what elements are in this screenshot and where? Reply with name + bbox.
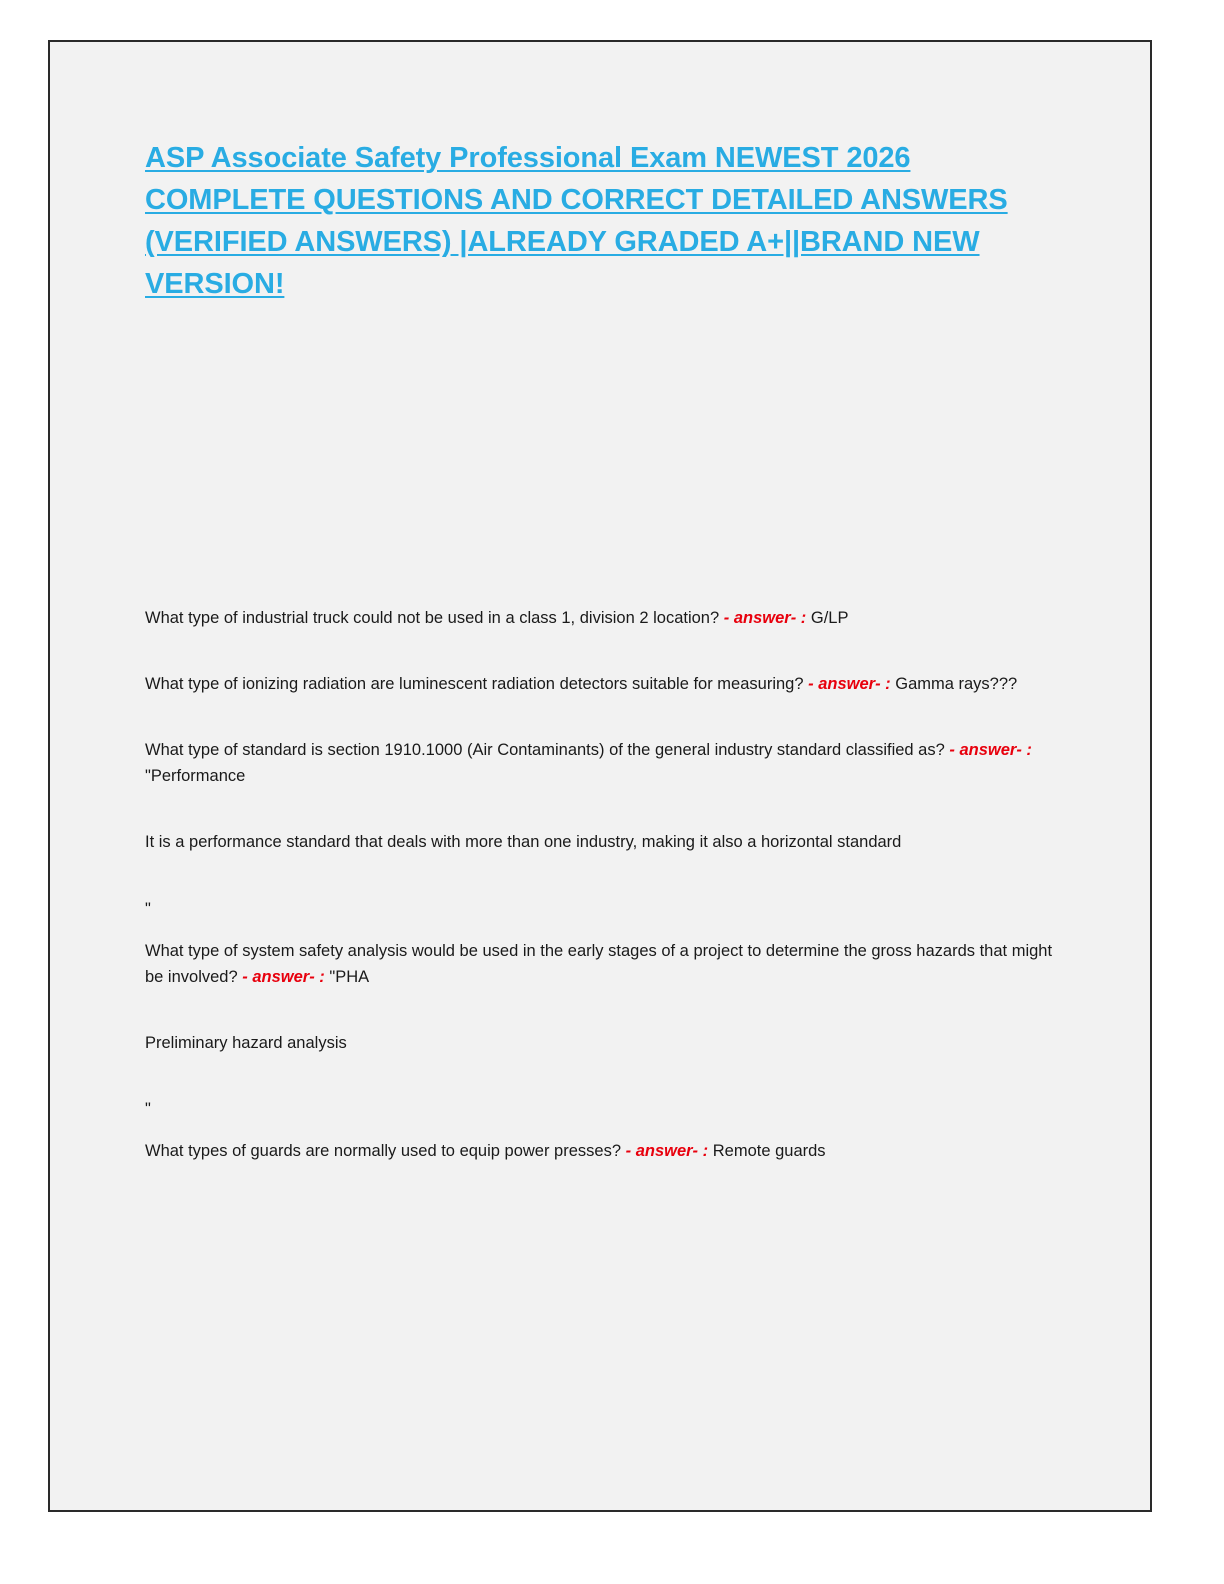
answer-tag: - answer- : [808, 675, 891, 694]
document-content [145, 137, 1070, 1164]
qa-item [145, 829, 1070, 855]
answer-tag: - answer- : [242, 967, 325, 986]
question-text: Preliminary hazard analysis [145, 1033, 347, 1052]
question-text: What type of system safety analysis would be used in the early stages of a project to determine the gross hazards that might be involved? [145, 941, 1053, 986]
question-text: What types of guards are normally used to equip power presses? [145, 1141, 622, 1160]
question-text: What type of standard is section 1910.1000 (Air Contaminants) of the general industry standard classified as? [145, 741, 945, 760]
title-body-spacer [145, 305, 1070, 605]
answer-text: Gamma rays??? [895, 675, 1018, 694]
page-title: ASP Associate Safety Professional Exam NEWEST 2026 COMPLETE QUESTIONS AND CORRECT DETAILED ANSWERS (VERIFIED ANSWERS) |ALREADY GRADED A+||BRAND NEW VERSION! [145, 142, 1008, 301]
quote-mark: " [145, 1099, 151, 1118]
qa-item [145, 1138, 1070, 1164]
answer-text: G/LP [810, 609, 849, 628]
qa-item [145, 938, 1070, 990]
answer-text: "PHA [329, 967, 370, 986]
question-text: What type of industrial truck could not be used in a class 1, division 2 location? [145, 609, 720, 628]
answer-tag: - answer- : [625, 1141, 709, 1160]
qa-list [145, 605, 1070, 1164]
qa-item [145, 737, 1070, 789]
question-text: It is a performance standard that deals with more than one industry, making it also a horizontal standard [145, 833, 902, 852]
question-text: What type of ionizing radiation are luminescent radiation detectors suitable for measuring? [145, 675, 804, 694]
answer-tag: - answer- : [949, 741, 1032, 760]
answer-text: Remote guards [712, 1141, 826, 1160]
document-page [48, 40, 1152, 1512]
answer-tag: - answer- : [723, 609, 807, 628]
qa-item [145, 671, 1070, 697]
qa-item [145, 605, 1070, 631]
answer-text: "Performance [145, 767, 246, 786]
qa-item [145, 1030, 1070, 1056]
quote-mark: " [145, 899, 151, 918]
